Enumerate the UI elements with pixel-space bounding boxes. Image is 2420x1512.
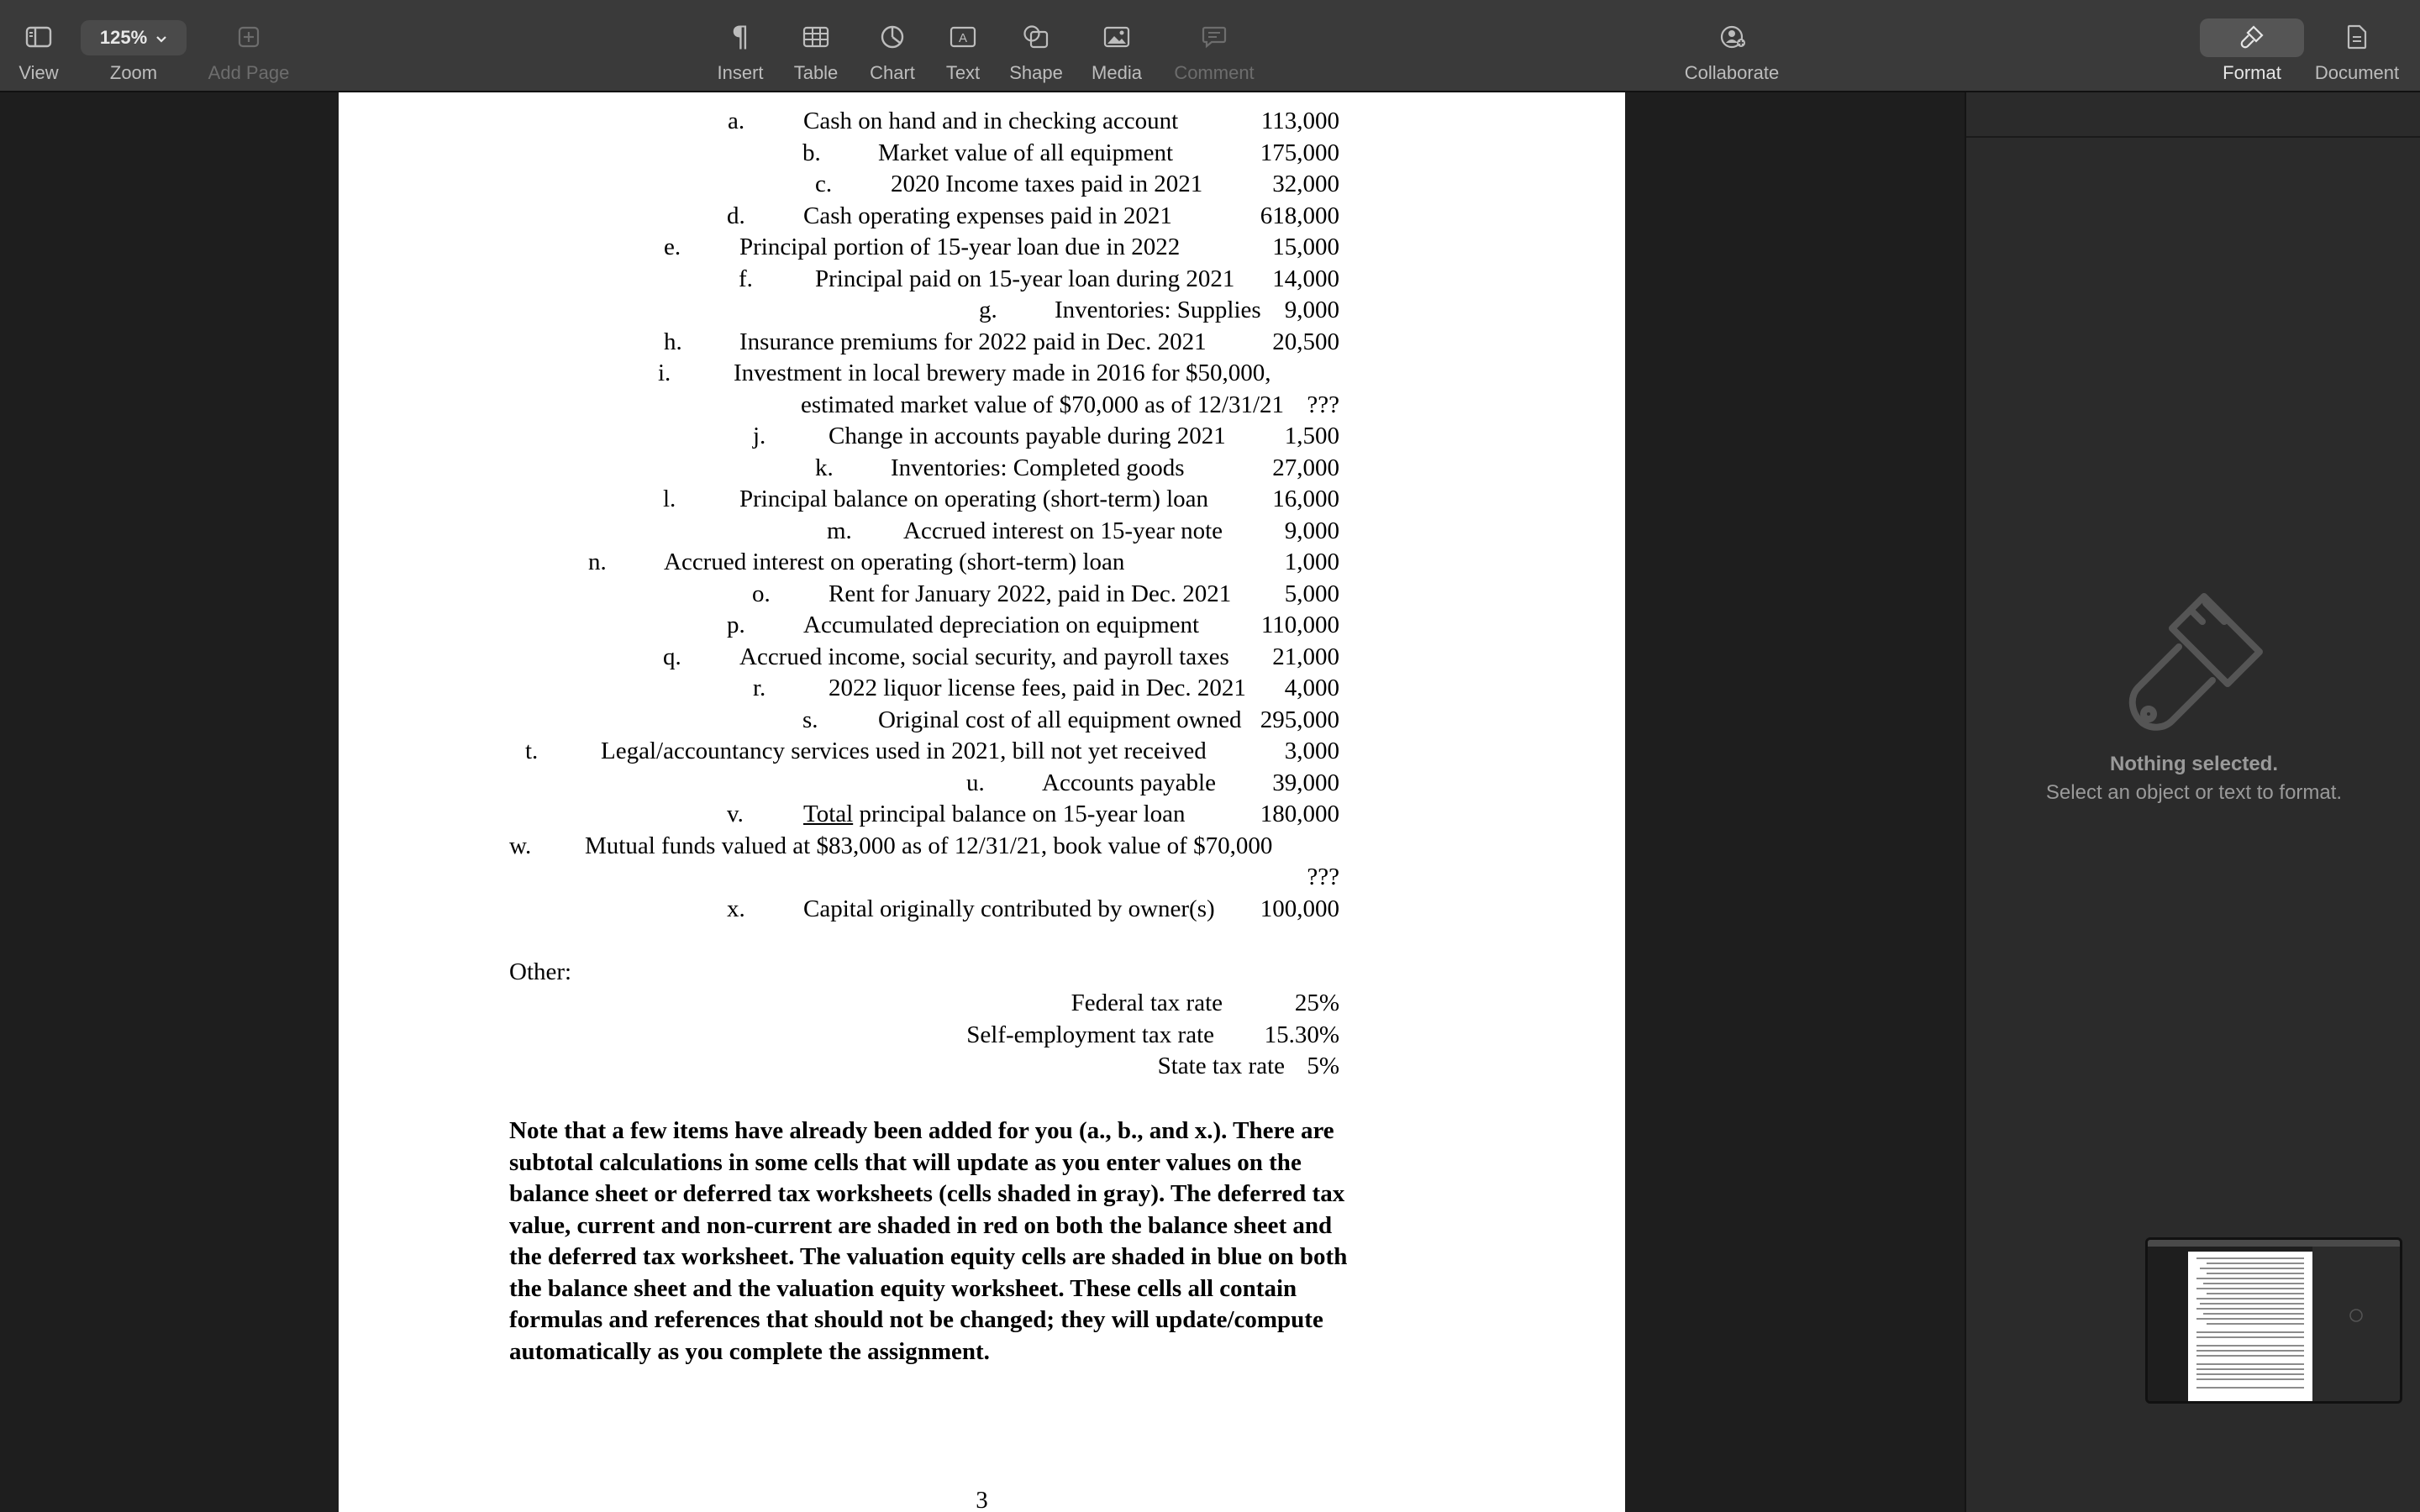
item-description: Accounts payable: [1042, 769, 1216, 796]
item-value: 39,000: [1272, 769, 1339, 796]
item-value: 21,000: [1272, 643, 1339, 670]
zoom-label: Zoom: [109, 62, 158, 83]
item-description: Cash on hand and in checking account: [803, 108, 1179, 134]
item-description: Principal balance on operating (short-term) loan: [739, 486, 1209, 512]
item-description: Cash operating expenses paid in 2021: [803, 202, 1172, 229]
shape-button[interactable]: [1005, 0, 1067, 91]
rate-value: 5%: [1307, 1053, 1339, 1079]
pilcrow-icon: ¶: [731, 20, 750, 54]
item-letter: l.: [663, 486, 676, 512]
rate-label: State tax rate: [1157, 1053, 1285, 1079]
sidebar-title: Nothing selected.: [2109, 753, 2279, 775]
item-value: ???: [1307, 391, 1339, 418]
photo-icon: [1103, 22, 1130, 52]
media-button[interactable]: [1087, 0, 1146, 91]
item-value: 180,000: [1260, 801, 1339, 827]
item-description: Investment in local brewery made in 2016 for $50,000,: [734, 360, 1271, 386]
page-number: 3: [976, 1487, 988, 1512]
toolbar: [0, 0, 2420, 92]
comment-button[interactable]: [1168, 0, 1260, 91]
text-label: Text: [945, 62, 981, 83]
item-value: 100,000: [1260, 895, 1339, 922]
item-value: 14,000: [1272, 265, 1339, 292]
item-letter: i.: [658, 360, 671, 386]
document-canvas[interactable]: [0, 92, 1965, 1512]
other-heading: Other:: [509, 958, 572, 985]
chart-button[interactable]: [864, 0, 921, 91]
item-value: 175,000: [1260, 139, 1339, 166]
media-label: Media: [1092, 62, 1142, 83]
item-description-continued: estimated market value of $70,000 as of 12/31/21: [801, 391, 1285, 418]
document-label: Document: [2314, 62, 2400, 83]
rate-value: 25%: [1294, 990, 1339, 1016]
item-description: Inventories: Completed goods: [891, 454, 1185, 481]
text-box-icon: [950, 22, 976, 52]
add-page-button[interactable]: [200, 0, 297, 91]
item-description: 2022 liquor license fees, paid in Dec. 2021: [829, 675, 1246, 701]
format-label: Format: [2223, 62, 2281, 83]
table-icon: [802, 22, 829, 52]
item-letter: j.: [753, 423, 766, 449]
item-description: Mutual funds valued at $83,000 as of 12/31/21, book value of $70,000: [585, 832, 1273, 859]
item-description-rest: principal balance on 15-year loan: [853, 801, 1186, 827]
item-description: Insurance premiums for 2022 paid in Dec. 2021: [739, 328, 1207, 355]
item-value: 1,500: [1284, 423, 1339, 449]
item-letter: m.: [827, 517, 852, 544]
item-description: Accrued income, social security, and payroll taxes: [739, 643, 1229, 670]
item-letter: w.: [509, 832, 532, 859]
item-letter: h.: [664, 328, 682, 355]
empty-state: [1966, 588, 2420, 805]
rate-value: 15.30%: [1264, 1021, 1339, 1048]
insert-label: Insert: [717, 62, 764, 83]
item-letter: x.: [727, 895, 745, 922]
item-letter: o.: [752, 580, 771, 607]
item-value: 27,000: [1272, 454, 1339, 481]
item-description: Rent for January 2022, paid in Dec. 2021: [829, 580, 1232, 607]
add-page-icon: [238, 22, 260, 52]
item-letter: u.: [966, 769, 985, 796]
format-button[interactable]: [2210, 0, 2294, 91]
item-description: Accrued interest on 15-year note: [903, 517, 1223, 544]
item-letter: g.: [979, 297, 997, 323]
table-label: Table: [793, 62, 839, 83]
item-description: 2020 Income taxes paid in 2021: [891, 171, 1203, 197]
item-description: Principal paid on 15-year loan during 2021: [815, 265, 1235, 292]
item-value: 16,000: [1272, 486, 1339, 512]
item-description: Legal/accountancy services used in 2021, bill not yet received: [601, 738, 1207, 764]
view-label: View: [18, 62, 59, 83]
chevron-down-icon: [155, 27, 167, 49]
item-description: Accumulated depreciation on equipment: [803, 612, 1200, 638]
item-description: Accrued interest on operating (short-term) loan: [664, 549, 1125, 575]
item-value: ???: [1307, 864, 1339, 890]
sidebar-subtitle: Select an object or text to format.: [2045, 781, 2343, 804]
zoom-value: 125%: [99, 27, 148, 48]
shape-label: Shape: [1009, 62, 1063, 83]
sidebar-toggle-icon: [25, 22, 52, 52]
item-value: 9,000: [1284, 517, 1339, 544]
item-letter: s.: [802, 706, 818, 733]
chart-label: Chart: [870, 62, 915, 83]
sidebar-divider: [1966, 136, 2420, 138]
zoom-select[interactable]: [81, 20, 187, 55]
item-description: Change in accounts payable during 2021: [829, 423, 1226, 449]
add-page-label: Add Page: [208, 62, 290, 83]
page-thumbnail-navigator[interactable]: [2145, 1237, 2402, 1404]
comment-icon: [1202, 22, 1227, 52]
item-letter: q.: [663, 643, 681, 670]
table-button[interactable]: [788, 0, 844, 91]
total-underlined: Total: [803, 801, 854, 827]
thumbnail-preview: [2148, 1240, 2400, 1401]
item-description: [803, 799, 1186, 829]
collaborate-label: Collaborate: [1684, 62, 1780, 83]
item-value: 15,000: [1272, 234, 1339, 260]
paintbrush-icon: [1966, 588, 2420, 748]
item-letter: v.: [727, 801, 744, 827]
item-value: 3,000: [1284, 738, 1339, 764]
item-letter: b.: [802, 139, 821, 166]
item-letter: e.: [664, 234, 681, 260]
document-page[interactable]: a. Cash on hand and in checking account 113,000 b. Market value of all equipment 175,000 c. 2020 Income taxes paid in 2021 32,000 d. Cash operating expenses paid in 2021 618,000 e. Principal portion of 15-year loan due in 2022 15,000 f. Principal paid on 15-year loan during 2021 14,000 g. Inventories: Supplies 9,000 h. Insurance premiums for 2022 paid in Dec. 2021 20,500 i. Investment in local brewery made in 2016 for $50,000, estimated market value of $70,000 as of 12/31/21 ??? j. Change in accounts payable during 2021 1,500 k. Inventories: Completed goods 27,000 l. Principal balance on operating (short-term) loan 16,000 m. Accrued interest on 15-year note 9,000 n. Accrued interest on operating (short-term) loan 1,000 o. Rent for January 2022, paid in Dec. 2021 5,000 p. Accumulated depreciation on equipment 110,000 q. Accrued income, social security, and payroll taxes 21,000 r. 2022 liquor license fees, paid in Dec. 2021 4,000 s. Original cost of all equipment owned 295,000 t. Legal/accountancy services used in 2021, bill not yet received 3,000 u. Accounts payable 39,000 v. Total principal balance on 15-year loan 180,000 w. Mutual funds valued at $83,000 as of 12/31/21, book value of $70,000 ??? x. Capital originally contributed by owner(s) 100,000 Other: Federal tax rate 25% Self-employment tax rate 15.30% State tax rate 5% Note that a few items have already been added for you (a., b., and x.). There are subtotal calculations in some cells that will update as you enter values on the balance sheet or deferred tax worksheets (cells shaded in gray). The deferred tax value, current and non-current are shaded in red on both the balance sheet and the deferred tax worksheet. The valuation equity cells are shaded in blue on both the balance sheet and the valuation equity worksheet. These cells all contain formulas and references that should not be changed; they will update/compute automatically as you complete the assignment. 3: [339, 92, 1625, 1512]
item-value: 110,000: [1260, 612, 1339, 638]
text-button[interactable]: [939, 0, 986, 91]
item-value: 1,000: [1284, 549, 1339, 575]
rate-label: Federal tax rate: [1071, 990, 1223, 1016]
item-value: 20,500: [1272, 328, 1339, 355]
item-letter: n.: [588, 549, 607, 575]
chart-icon: [880, 22, 905, 52]
paintbrush-icon: [2239, 22, 2265, 52]
item-letter: t.: [525, 738, 539, 764]
item-letter: p.: [727, 612, 745, 638]
insert-button[interactable]: [711, 0, 770, 91]
item-description: Capital originally contributed by owner(s): [803, 895, 1215, 922]
item-letter: f.: [739, 265, 753, 292]
view-button[interactable]: [12, 0, 66, 91]
item-value: 4,000: [1284, 675, 1339, 701]
rate-label: Self-employment tax rate: [966, 1021, 1214, 1048]
item-letter: d.: [727, 202, 745, 229]
collaborate-icon: [1718, 22, 1745, 52]
item-value: 9,000: [1284, 297, 1339, 323]
comment-label: Comment: [1174, 62, 1255, 83]
shape-icon: [1023, 22, 1050, 52]
item-description: Original cost of all equipment owned: [878, 706, 1242, 733]
item-value: 618,000: [1260, 202, 1339, 229]
collaborate-button[interactable]: [1677, 0, 1786, 91]
item-letter: k.: [815, 454, 834, 481]
item-description: Market value of all equipment: [878, 139, 1174, 166]
item-description: Inventories: Supplies: [1055, 297, 1261, 323]
item-letter: r.: [753, 675, 766, 701]
instructions-note: Note that a few items have already been added for you (a., b., and x.). There are subtotal calculations in some cells that will update as you enter values on the balance sheet or deferred tax worksheets (cells shaded in gray). The deferred tax value, current and non-current are shaded in red on both the balance sheet and the deferred tax worksheet. The valuation equity cells are shaded in blue on both the balance sheet and the valuation equity worksheet. These cells all contain formulas and references that should not be changed; they will update/compute automatically as you complete the assignment.: [509, 1117, 1348, 1365]
item-value: 32,000: [1272, 171, 1339, 197]
item-value: 113,000: [1260, 108, 1339, 134]
item-value: 5,000: [1284, 580, 1339, 607]
svg-text:A: A: [958, 31, 968, 45]
item-value: 295,000: [1260, 706, 1339, 733]
item-description: Principal portion of 15-year loan due in 2022: [739, 234, 1181, 260]
document-icon: [2346, 22, 2368, 52]
item-letter: c.: [815, 171, 833, 197]
document-button[interactable]: [2309, 0, 2405, 91]
